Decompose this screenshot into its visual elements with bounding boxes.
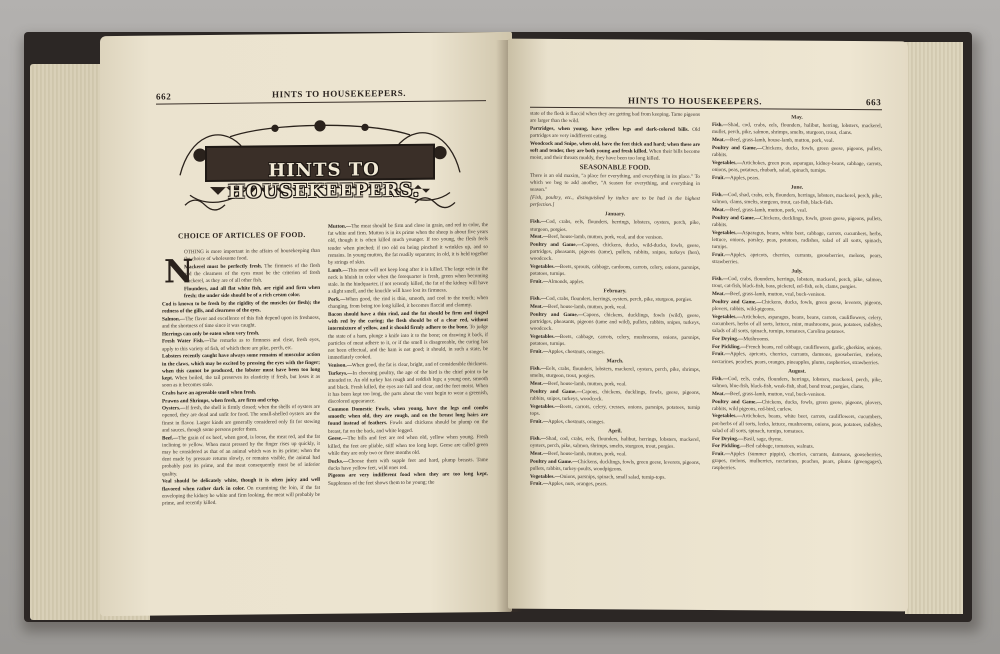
left-col1-paragraph: Herrings can only be eaten when very fresh. xyxy=(162,330,260,338)
right-page-edges xyxy=(905,42,963,614)
month-heading: July. xyxy=(791,268,803,275)
left-col1-paragraph: OTHING is more important in the affairs of housekeeping than the choice of wholesome food. xyxy=(184,247,320,263)
left-page xyxy=(100,32,512,616)
left-col1-paragraph: Cod is known to be fresh by the rigidity of the muscles (or flesh); the redness of the gills, and clearness of the eyes. xyxy=(162,299,320,315)
season-entry: For Pickling.—Red cabbage, tomatoes, walnuts. xyxy=(712,443,814,450)
left-col1-paragraph: Mackerel must be perfectly fresh. The firmness of the flesh and the clearness of the eyes must be the criterion of fresh mackerel, as they are of all other fish. xyxy=(184,262,320,285)
left-col2-paragraph: Pigeons are very indifferent food when they are too long kept. Suppleness of the feet shows them to be young; the xyxy=(328,471,488,487)
season-entry: Meat.—Beef, grass-lamb, house-lamb, mutton, pork, veal. xyxy=(712,137,834,144)
month-heading: August. xyxy=(788,368,806,375)
left-col1-paragraph: Salmon.—The flavor and excellence of this fish depend upon its freshness, and the shortness of time since it was caught. xyxy=(162,314,320,330)
season-entry: Meat.—Beef, grass-lamb, mutton, pork, veal. xyxy=(712,206,808,214)
right-page-number: 663 xyxy=(866,97,882,108)
left-col1-paragraph: Flounders, and all flat white fish, are rigid and firm when fresh; the under side should be of a rich cream color. xyxy=(184,284,320,300)
season-entry: Poultry and Game.—Capons, chickens, ducks, wild-ducks, fowls, geese, partridges, pheasants, pigeons (tame), pullets, rabbits, snipes, turkeys (hen), woodcock. xyxy=(530,241,700,263)
right-col1-paragraph: Woodcock and Snipe, when old, have the feet thick and hard; when these are soft and tender, they are both young and fresh killed. When their bills become moist, and their throats muddy, they have been too long killed. xyxy=(530,140,700,162)
month-heading: January. xyxy=(604,211,626,218)
season-entry: Poultry and Game.—Chickens, ducklings, fowls, green geese, pigeons, pullets, rabbits. xyxy=(712,214,882,228)
season-entry: Vegetables.—Asparagus, beans, white beet, cabbage, carrots, cucumbers, herbs, lettuce, onions, parsley, peas, potatoes, radishes, salad of all sorts, spinach, turnips. xyxy=(712,229,882,251)
season-entry: Meat.—Beef, house-lamb, mutton, pork, veal, and doe venison. xyxy=(530,234,663,241)
season-entry: Vegetables.—Artichokes, asparagus, beans, beans, carrots, cauliflowers, celery, cucumbers, herbs of all sorts, lettuce, mint, mushrooms, peas, potatoes, radishes, salads of all sorts, spinach, turnips, tomatoes, Carolina potatoes. xyxy=(712,313,882,336)
season-entry: Vegetables.—Beets, sprouts, cabbage, cardoons, carrots, celery, onions, parsnips, potatoes, turnips. xyxy=(530,263,700,278)
right-col1-paragraph: state of the flesh is flaccid when they are getting bad from keeping. Tame pigeons are larger than the wild. xyxy=(530,110,700,125)
left-col2-paragraph: Bacon should have a thin rind, and the fat should be firm and tinged with red by the curing; the flesh should be of a clear red, without intermixture of yellow, and it should firmly adhere to the bone. To judge the state of a ham, plunge a knife into it to the bone; on drawing it back, if particles of meat adhere to it, or if the smell is disagreeable, the curing has not been effectual, and the ham is not good; it should, in such a state, be immediately cooked. xyxy=(328,310,488,361)
right-column-1 xyxy=(530,111,700,490)
left-col2-paragraph: Common Domestic Fowls, when young, have the legs and combs smooth; when old, they are rough, and on the breast long hairs are found instead of feathers. Fowls and chickens should be plump on the breast, fat on the back, and white legged. xyxy=(328,405,488,435)
season-entry: Fruit.—Almonds, apples. xyxy=(530,278,585,286)
season-entry: Vegetables.—Onions, parsnips, spinach, small salad, turnip-tops. xyxy=(530,473,666,481)
season-entry: Poultry and Game.—Chickens, ducks, fowls, green geese, leverets, pigeons, plovers, rabbits, wild-pigeons. xyxy=(712,298,882,313)
month-heading: February. xyxy=(603,288,627,295)
season-entry: Fruit.—Apples, apricots, cherries, currants, damsons, gooseberries, melons, nectarines, peaches, pears, oranges, pineapples, plums, raspberries, strawberries. xyxy=(712,351,882,366)
left-col2-paragraph: Turkeys.—In choosing poultry, the age of the bird is the chief point to be attended to. An old turkey has rough and reddish legs; a young one, smooth and black. Fresh killed, the eyes are full and clear, and the feet moist. When it has been kept too long, the parts about the vent begin to wear a greenish, discolored appearance. xyxy=(328,368,488,406)
left-col2-paragraph: Geese.—The bills and feet are red when old, yellow when young. Fresh killed, the feet are pliable, stiff when too long kept. Geese are called green while they are only two or three months old. xyxy=(328,434,488,457)
left-col1-paragraph: Beef.—The grain of ox beef, when good, is loose, the meat red, and the fat inclining to yellow. When meat pressed by the finger rises up quickly, it may be considered as that of an animal which was in its prime; when the dent made by pressure returns slowly, or remains visible, the animal had probably past its prime, and the meat consequently must be of inferior quality. xyxy=(162,433,320,478)
season-entry: Vegetables.—Artichokes, beans, white beet, carrots, cauliflowers, cucumbers, pot-herbs of all sorts, leeks, lettuce, mushrooms, onions, peas, potatoes, radishes, salad of all sorts, spinach, turnips, tomatoes. xyxy=(712,413,882,435)
left-page-number: 662 xyxy=(156,91,172,102)
right-col1-paragraph: Partridges, when young, have yellow legs and dark-colored bills. Old partridges are very indifferent eating. xyxy=(530,125,701,140)
season-entry: Fish.—Shad, cod, crabs, eels, flounders, halibut, herring, lobsters, mackerel, mullet, perch, pike, salmon, shrimps, smelts, sturgeon, trout, clams. xyxy=(712,122,882,137)
season-entry: Fruit.—Apples, chestnuts, oranges. xyxy=(530,418,605,425)
month-heading: March. xyxy=(606,358,624,365)
left-column-1 xyxy=(162,248,320,508)
left-col2-paragraph: Mutton.—The meat should be firm and close in grain, and red in color, the fat white and firm. Mutton is in its prime when the sheep is about five years old, though it is often killed much younger. If too young, the flesh feels tender when pinched; if too old on being pinched it wrinkles up, and so remains. In young mutton, the fat readily separates; in old, it is held together by strings of skin. xyxy=(328,222,488,266)
season-entry: Meat.—Beef, house-lamb, mutton, pork, veal. xyxy=(530,450,627,458)
right-page xyxy=(508,39,908,612)
left-col1-paragraph: Lobsters recently caught have always some remains of muscular action in the claws, which may be excited by pressing the eyes with the finger; when this cannot be produced, the lobster must have been too long kept. When boiled, the tail preserves its elasticity if fresh, but loses it as soon as it becomes stale. xyxy=(162,352,320,389)
season-entry: Fish.—Eels, crabs, flounders, lobsters, mackerel, oysters, perch, pike, shrimps, smelts, sturgeon, trout, porgies. xyxy=(530,365,700,380)
season-entry: Fish.—Cod, eels, crabs, flounders, herrings, lobsters, mackerel, perch, pike, salmon, blue-fish, black-fish, weak-fish, shad, bond trout, porgies, clams. xyxy=(712,375,882,391)
left-col2-paragraph: Venison.—When good, the fat is clear, bright, and of considerable thickness. xyxy=(328,360,488,369)
seasonal-note: [Fish, poultry, etc., distinguished by italics are to be had in the highest perfection.] xyxy=(530,194,700,208)
month-heading: May. xyxy=(791,114,803,121)
season-entry: Fish.—Cod, crabs, flounders, herrings, lobsters, mackerel, perch, pike, salmon, trout, cat-fish, black-fish, bass, pickerel, eel-fish, eels, clams, porgies. xyxy=(712,276,882,291)
left-head-rule xyxy=(156,100,486,104)
season-entry: Poultry and Game.—Chickens, ducks, fowls, green geese, pigeons, plovers, rabbits, wild pigeons, red-bird, curlew. xyxy=(712,398,882,413)
left-running-head: HINTS TO HOUSEKEEPERS. xyxy=(272,87,407,100)
season-entry: Fruit.—Apples, chestnuts, oranges. xyxy=(530,348,605,356)
left-col1-paragraph: Prawns and Shrimps, when fresh, are firm and crisp. xyxy=(162,396,280,405)
season-entry: Meat.—Beef, grass-lamb, mutton, veal, buck-venison. xyxy=(712,390,826,398)
left-column-2 xyxy=(328,222,488,488)
season-entry: Fish.—Cod, crabs, eels, flounders, herrings, lobsters, oysters, perch, pike, sturgeon, porgies. xyxy=(530,219,700,233)
season-entry: For Drying.—Basil, sage, thyme. xyxy=(712,435,783,443)
season-entry: Fruit.—Apples (summer pippin), cherries, currants, damsons, gooseberries, grapes, melons, mulberries, nectarines, peaches, pears, plums (greengages), raspberries. xyxy=(712,450,882,472)
season-entry: Meat.—Beef, grass-lamb, mutton, veal, buck-venison. xyxy=(712,291,826,298)
seasonal-intro: There is an old maxim, "a place for everything, and everything in its place." To which we beg to add another, "A season for everything, and everything in season." xyxy=(530,172,700,193)
left-col1-paragraph: Oysters.—If fresh, the shell is firmly closed; when the shells of oysters are opened, they are dead and unfit for food. The small-shelled oysters are the finest in flavor. Larger kinds are generally considered only fit for stewing and sauces, though some persons prefer them. xyxy=(162,404,320,434)
left-section-heading: CHOICE OF ARTICLES OF FOOD. xyxy=(178,230,306,241)
month-heading: June. xyxy=(790,184,804,191)
season-entry: Fruit.—Apples, apricots, cherries, currants, gooseberries, melons, pears, strawberries. xyxy=(712,251,882,266)
season-entry: Poultry and Game.—Capons, chickens, ducklings, fowls (wild), geese, partridges, pheasants, pigeons (tame and wild), pullets, rabbits, snipes, turkeys, woodcock. xyxy=(530,311,700,333)
right-running-head: HINTS TO HOUSEKEEPERS. xyxy=(628,95,763,107)
season-entry: Fish.—Shad, cod, crabs, eels, flounders, halibut, herrings, lobsters, mackerel, oysters, perch, pike, salmon, shrimps, smelts, sturgeon, trout, porgies. xyxy=(530,435,700,451)
season-entry: Fish.—Cod, shad, crabs, eels, flounders, herrings, lobsters, mackerel, perch, pike, salmon, clams, smelts, sturgeon, trout, cat-fish, black-fish. xyxy=(712,192,882,207)
right-section-heading: SEASONABLE FOOD. xyxy=(579,163,651,173)
left-col1-paragraph: Crabs have an agreeable smell when fresh. xyxy=(162,389,257,397)
month-heading: April. xyxy=(608,428,622,435)
left-col1-paragraph: Fresh Water Fish.—The remarks as to firmness and clear, fresh eyes, apply to this variety of fish, of which there are pike, perch, etc. xyxy=(162,337,320,353)
left-col2-paragraph: Pork.—When good, the rind is thin, smooth, and cool to the touch; when changing, from being too long killed, it becomes flaccid and clammy. xyxy=(328,295,488,311)
banner-title: HINTS TO HOUSEKEEPERS. xyxy=(227,159,421,203)
season-entry: Poultry and Game.—Chickens, ducks, fowls, green geese, pigeons, pullets, rabbits. xyxy=(712,144,882,159)
season-entry: Meat.—Beef, house-lamb, mutton, pork, veal. xyxy=(530,380,627,388)
season-entry: Fruit.—Apples, nuts, oranges, pears. xyxy=(530,481,608,488)
season-entry: Vegetables.—Beets, carrots, celery, cresses, onions, parsnips, potatoes, turnip tops. xyxy=(530,403,700,417)
season-entry: Vegetables.—Beets, cabbage, carrots, celery, mushrooms, onions, parsnips, potatoes, turnips. xyxy=(530,333,700,348)
season-entry: Poultry and Game.—Chickens, ducklings, fowls, green geese, leverets, pigeons, pullets, rabbits, turkey-poults, woodpigeons. xyxy=(530,458,700,473)
season-entry: For Drying.—Mushrooms. xyxy=(712,335,770,343)
dropcap: N xyxy=(164,252,194,291)
right-column-2 xyxy=(712,112,882,474)
season-entry: Fish.—Cod, crabs, flounders, herrings, oysters, perch, pike, sturgeon, porgies. xyxy=(530,296,693,304)
season-entry: Poultry and Game.—Capons, chickens, ducklings, fowls, geese, pigeons, rabbits, snipes, turkeys, woodcock. xyxy=(530,388,700,403)
season-entry: Fruit.—Apples, pears. xyxy=(712,174,760,181)
left-col1-paragraph: Veal should be delicately white, though it is often juicy and well flavored when rather dark in color. On examining the loin, if the fat enveloping the kidney be white and firm looking, the meat will probably be prime, and recently killed. xyxy=(162,477,321,507)
season-entry: For Pickling.—French beans, red cabbage, cauliflowers, garlic, gherkins, onions. xyxy=(712,343,882,351)
left-col2-paragraph: Lamb.—This meat will not keep long after it is killed. The large vein in the neck is bluish in color when the forequarter is fresh, green when becoming stale. In the hindquarter, if not recently killed, the fat of the kidney will have a slight smell, and the knuckle will have lost its firmness. xyxy=(328,265,488,296)
season-entry: Meat.—Beef, house-lamb, mutton, pork, veal. xyxy=(530,303,627,311)
season-entry: Vegetables.—Artichokes, green peas, asparagus, kidney-beans, cabbage, carrots, onions, peas, potatoes, rhubarb, salad, spinach, turnips. xyxy=(712,159,882,174)
right-head-rule xyxy=(530,107,882,110)
left-col2-paragraph: Ducks.—Choose them with supple feet and hard, plump breasts. Tame ducks have yellow feet, wild ones red. xyxy=(328,456,488,472)
